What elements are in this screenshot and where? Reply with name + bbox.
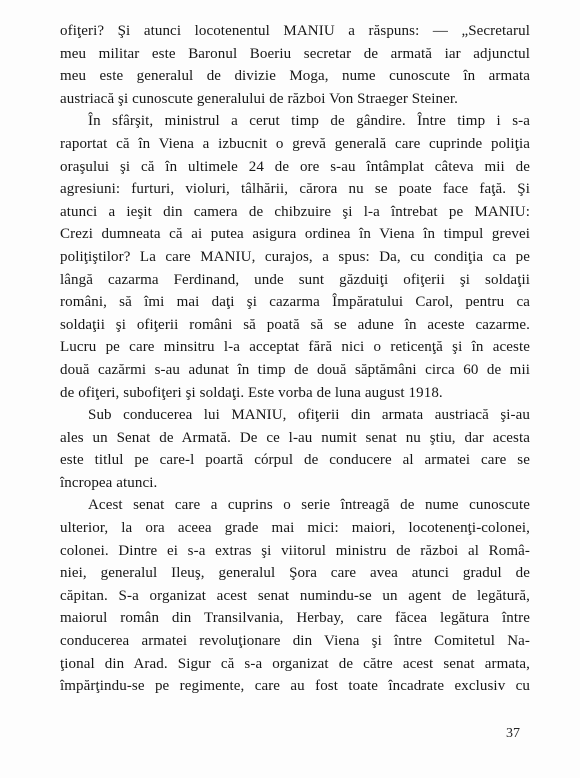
text-line: ofiţeri? Şi atunci locotenentul MANIU a răspuns: — „Secretarul <box>60 23 530 39</box>
text-line: Acest senat care a cuprins o serie întreagă de nume cunoscute <box>88 497 530 514</box>
text-line: oraşului şi că în ultimele 24 de ore s-au întâmplat câteva mii de <box>60 158 530 175</box>
text-line: români, să îmi mai daţi şi cazarma Împăratului Carol, pentru ca <box>60 294 530 311</box>
text-line: ulterior, la ora aceea grade mai mici: maiori, locotenenţi-colonei, <box>60 520 530 537</box>
text-line: colonei. Dintre ei s-a extras şi viitorul ministru de război al Româ- <box>60 542 530 559</box>
text-line: două cazărmi s-au adunat în timp de două săptămâni circa 60 de mii <box>60 361 530 378</box>
text-line: Lucru pe care minsitru l-a acceptat fără nici o reticenţă şi în aceste <box>60 339 530 356</box>
text-line: ţional din Arad. Sigur că s-a organizat de către acest senat armata, <box>60 655 530 672</box>
text-line: niei, generalul Ileuş, generalul Şora care avea atunci gradul de <box>60 565 530 582</box>
text-line: meu militar este Baronul Boeriu secretar de armată iar adjunctul <box>60 45 530 62</box>
text-line: meu este generalul de divizie Moga, nume cunoscute în armata <box>60 68 530 85</box>
text-line: de ofiţeri, subofiţeri şi soldaţi. Este vorba de luna august 1918. <box>60 384 443 401</box>
text-line: este titlul pe care-l poartă córpul de conducere al armatei care se <box>60 452 530 469</box>
text-line: raportat că în Viena a izbucnit o grevă generală care cuprinde poliţia <box>60 135 530 152</box>
text-line: Crezi dumneata că ai putea asigura ordinea în Viena în timpul grevei <box>60 226 530 243</box>
text-line: conducerea armatei revoluţionare din Viena şi între Comitetul Na- <box>60 633 530 650</box>
text-line: soldaţii şi ofiţerii români să poată să se adune în aceste cazarme. <box>60 316 530 333</box>
text-line: austriacă şi cunoscute generalului de război Von Straeger Steiner. <box>60 90 458 107</box>
text-line: încropea atunci. <box>60 474 158 491</box>
text-line: agresiuni: furturi, violuri, tâlhării, cărora nu se poate face faţă. Şi <box>60 181 530 198</box>
text-line: lângă cazarma Ferdinand, unde sunt găzduiţi ofiţerii şi soldaţii <box>60 271 530 288</box>
text-line: maiorul român din Transilvania, Herbay, care făcea legătura între <box>60 610 530 627</box>
text-line: poliţiştilor? La care MANIU, curajos, a spus: Da, cu condiţia ca pe <box>60 248 530 265</box>
body-text <box>60 20 530 698</box>
text-line: Sub conducerea lui MANIU, ofiţerii din armata austriacă şi-au <box>88 407 530 424</box>
text-line: căpitan. S-a organizat acest senat numindu-se un agent de legătură, <box>60 587 530 604</box>
text-line: împărţindu-se pe regimente, care au fost toate încadrate exclusiv cu <box>60 678 530 695</box>
text-line: atunci a ieşit din camera de chibzuire şi l-a întrebat pe MANIU: <box>60 203 530 220</box>
text-line: În sfârşit, ministrul a cerut timp de gândire. Între timp i s-a <box>88 113 530 130</box>
page-number: 37 <box>506 726 520 741</box>
text-line: ales un Senat de Armată. De ce l-au numit senat nu ştiu, dar acesta <box>60 429 530 446</box>
